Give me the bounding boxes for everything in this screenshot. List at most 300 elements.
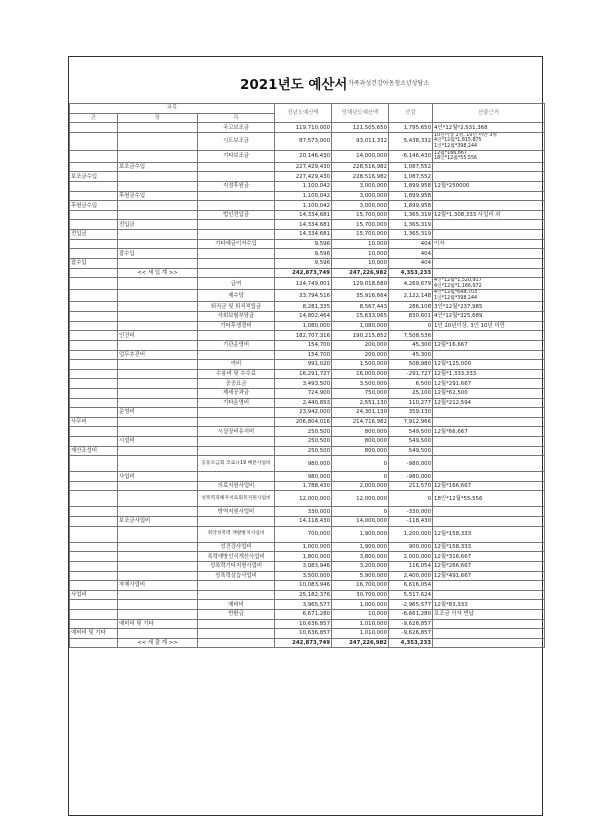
budget-table bbox=[69, 103, 545, 648]
row-curr-budget: 93,011,332 bbox=[332, 132, 389, 150]
table-row bbox=[70, 619, 545, 629]
row-curr-budget: 3,000,000 bbox=[332, 201, 389, 211]
row-basis bbox=[433, 162, 545, 172]
table-row bbox=[70, 162, 545, 172]
row-basis bbox=[433, 437, 545, 447]
row-gwan bbox=[70, 302, 118, 312]
row-curr-budget: 15,700,000 bbox=[332, 230, 389, 240]
row-gwan bbox=[70, 552, 118, 562]
row-gwan bbox=[70, 239, 118, 249]
row-basis: 12월*212,594 bbox=[433, 398, 545, 408]
row-mok: 제세공과금 bbox=[198, 388, 275, 398]
row-curr-budget: 228,516,982 bbox=[332, 162, 389, 172]
row-curr-budget: 24,301,130 bbox=[332, 408, 389, 418]
row-difference: 7,508,536 bbox=[389, 331, 433, 341]
row-hang: 운영비 bbox=[118, 408, 198, 418]
row-gwan bbox=[70, 609, 118, 619]
row-gwan bbox=[70, 249, 118, 259]
row-mok bbox=[198, 230, 275, 240]
row-hang bbox=[118, 571, 198, 581]
row-prev-budget: 330,000 bbox=[275, 507, 332, 517]
row-basis: 12월*158,333 bbox=[433, 542, 545, 552]
row-hang bbox=[118, 379, 198, 389]
row-hang: 잡수입 bbox=[118, 249, 198, 259]
row-basis bbox=[433, 230, 545, 240]
row-gwan bbox=[70, 350, 118, 360]
table-row bbox=[70, 249, 545, 259]
header-subject: 과목 bbox=[70, 104, 275, 114]
row-prev-budget: 980,000 bbox=[275, 472, 332, 482]
row-hang bbox=[118, 150, 198, 162]
table-row bbox=[70, 507, 545, 517]
row-prev-budget: 724,900 bbox=[275, 388, 332, 398]
row-difference: 116,054 bbox=[389, 561, 433, 571]
row-mok: 사회보험부담금 bbox=[198, 312, 275, 322]
row-prev-budget: 1,788,430 bbox=[275, 481, 332, 491]
row-basis: 18인*12월*55,556 bbox=[433, 491, 545, 507]
row-hang bbox=[118, 590, 198, 600]
row-mok bbox=[198, 258, 275, 268]
row-mok: 제수당 bbox=[198, 290, 275, 302]
row-difference: 549,500 bbox=[389, 446, 433, 456]
row-prev-budget: 250,500 bbox=[275, 446, 332, 456]
row-difference: 900,000 bbox=[389, 542, 433, 552]
row-hang bbox=[118, 340, 198, 350]
table-row bbox=[70, 446, 545, 456]
row-curr-budget: 1,900,000 bbox=[332, 542, 389, 552]
row-mok: 방역지원사업비 bbox=[198, 507, 275, 517]
row-gwan bbox=[70, 369, 118, 379]
row-prev-budget: 25,182,376 bbox=[275, 590, 332, 600]
table-row bbox=[70, 379, 545, 389]
row-basis bbox=[433, 638, 545, 648]
table-row bbox=[70, 388, 545, 398]
row-difference: 404 bbox=[389, 258, 433, 268]
table-row bbox=[70, 321, 545, 331]
row-prev-budget: 16,291,727 bbox=[275, 369, 332, 379]
row-mok bbox=[198, 172, 275, 182]
row-mok: 폭력예방인식개선사업비 bbox=[198, 552, 275, 562]
title-row bbox=[69, 57, 542, 104]
row-difference: -118,430 bbox=[389, 517, 433, 527]
row-basis bbox=[433, 172, 545, 182]
row-mok: 법인전입금 bbox=[198, 210, 275, 220]
row-mok bbox=[198, 437, 275, 447]
row-curr-budget: 1,080,000 bbox=[332, 321, 389, 331]
row-basis: 12월*1,308,333 사업비 외 bbox=[433, 210, 545, 220]
row-basis: 12월*83,333 bbox=[433, 600, 545, 610]
row-hang bbox=[118, 491, 198, 507]
row-prev-budget: 250,500 bbox=[275, 437, 332, 447]
row-basis bbox=[433, 472, 545, 482]
header-prev-budget: 전년도예산액 bbox=[275, 104, 332, 123]
row-mok bbox=[198, 350, 275, 360]
row-mok: 퇴직금 및 퇴직적립금 bbox=[198, 302, 275, 312]
row-basis: 12월*166,667 18인*12월*55,556 bbox=[433, 150, 545, 162]
row-hang bbox=[118, 258, 198, 268]
row-hang bbox=[118, 302, 198, 312]
row-mok: 공공요금 bbox=[198, 379, 275, 389]
row-mok: 성건강사업비 bbox=[198, 542, 275, 552]
row-mok: 반환금 bbox=[198, 609, 275, 619]
row-prev-budget: 154,700 bbox=[275, 340, 332, 350]
row-mok: 수용비 및 수수료 bbox=[198, 369, 275, 379]
row-difference: 1,899,958 bbox=[389, 182, 433, 192]
row-basis bbox=[433, 581, 545, 591]
row-curr-budget: 2,000,000 bbox=[332, 481, 389, 491]
header-row-group bbox=[70, 104, 545, 114]
row-difference: 1,899,958 bbox=[389, 201, 433, 211]
row-prev-budget: 9,596 bbox=[275, 239, 332, 249]
row-gwan bbox=[70, 132, 118, 150]
row-basis: 4인*12월*325,689 bbox=[433, 312, 545, 322]
row-prev-budget: 242,873,749 bbox=[275, 268, 332, 278]
row-gwan bbox=[70, 210, 118, 220]
row-basis: 12월*158,333 bbox=[433, 526, 545, 542]
row-gwan bbox=[70, 427, 118, 437]
row-curr-budget: 12,000,000 bbox=[332, 491, 389, 507]
row-hang bbox=[118, 360, 198, 370]
row-curr-budget: 16,000,000 bbox=[332, 369, 389, 379]
row-prev-budget: 12,000,000 bbox=[275, 491, 332, 507]
row-difference: 1,087,552 bbox=[389, 162, 433, 172]
row-difference: -291,727 bbox=[389, 369, 433, 379]
row-curr-budget: 35,916,664 bbox=[332, 290, 389, 302]
row-gwan bbox=[70, 491, 118, 507]
row-difference: 549,500 bbox=[389, 427, 433, 437]
row-basis: 10년이상 1명, 10년 미만 3명 4인*12월*1,815,875 1인*12월*398,244 bbox=[433, 132, 545, 150]
row-hang bbox=[118, 561, 198, 571]
table-row bbox=[70, 258, 545, 268]
row-hang bbox=[118, 481, 198, 491]
row-curr-budget: 3,200,000 bbox=[332, 561, 389, 571]
table-row bbox=[70, 571, 545, 581]
row-difference: 2,000,000 bbox=[389, 552, 433, 562]
row-curr-budget: 200,000 bbox=[332, 350, 389, 360]
row-prev-budget: 14,334,681 bbox=[275, 230, 332, 240]
row-difference: 211,570 bbox=[389, 481, 433, 491]
row-curr-budget: 14,000,000 bbox=[332, 517, 389, 527]
row-difference: 404 bbox=[389, 249, 433, 259]
row-prev-budget: 980,000 bbox=[275, 456, 332, 472]
row-mok bbox=[198, 472, 275, 482]
row-prev-budget: 154,700 bbox=[275, 350, 332, 360]
row-curr-budget: 2,551,130 bbox=[332, 398, 389, 408]
row-mok: 급여 bbox=[198, 278, 275, 290]
row-curr-budget: 10,000 bbox=[332, 239, 389, 249]
row-gwan bbox=[70, 437, 118, 447]
row-difference: 1,087,552 bbox=[389, 172, 433, 182]
row-hang bbox=[118, 369, 198, 379]
table-row bbox=[70, 427, 545, 437]
row-basis bbox=[433, 629, 545, 639]
row-curr-budget: 30,700,000 bbox=[332, 590, 389, 600]
row-basis: 12월*1,333,333 bbox=[433, 369, 545, 379]
row-mok bbox=[198, 201, 275, 211]
row-basis bbox=[433, 268, 545, 278]
row-curr-budget: 247,226,982 bbox=[332, 268, 389, 278]
row-basis: 12월*62,500 bbox=[433, 388, 545, 398]
row-difference: 0 bbox=[389, 491, 433, 507]
row-difference: -9,626,857 bbox=[389, 629, 433, 639]
row-gwan bbox=[70, 638, 118, 648]
row-curr-budget: 190,215,852 bbox=[332, 331, 389, 341]
row-gwan bbox=[70, 571, 118, 581]
row-curr-budget: 1,010,000 bbox=[332, 629, 389, 639]
row-mok: 성폭력기타지원사업비 bbox=[198, 561, 275, 571]
table-row bbox=[70, 398, 545, 408]
row-mok bbox=[198, 220, 275, 230]
row-curr-budget: 800,000 bbox=[332, 437, 389, 447]
row-prev-budget: 182,707,316 bbox=[275, 331, 332, 341]
table-row bbox=[70, 268, 545, 278]
row-mok bbox=[198, 590, 275, 600]
row-mok: 기타보조금 bbox=[198, 150, 275, 162]
row-gwan bbox=[70, 162, 118, 172]
row-curr-budget: 1,000,000 bbox=[332, 600, 389, 610]
row-mok bbox=[198, 268, 275, 278]
row-difference: 1,200,000 bbox=[389, 526, 433, 542]
header-difference: 증감 bbox=[389, 104, 433, 123]
row-basis: 이자 bbox=[433, 239, 545, 249]
row-prev-budget: 20,146,430 bbox=[275, 150, 332, 162]
row-prev-budget: 8,281,335 bbox=[275, 302, 332, 312]
table-row bbox=[70, 590, 545, 600]
row-gwan bbox=[70, 388, 118, 398]
header-mok: 목 bbox=[198, 113, 275, 123]
row-mok bbox=[198, 638, 275, 648]
row-difference: 4,269,679 bbox=[389, 278, 433, 290]
row-hang bbox=[118, 507, 198, 517]
row-curr-budget: 15,633,065 bbox=[332, 312, 389, 322]
row-prev-budget: 1,100,042 bbox=[275, 191, 332, 201]
row-mok: 기타후생경비 bbox=[198, 321, 275, 331]
row-gwan bbox=[70, 542, 118, 552]
row-gwan bbox=[70, 398, 118, 408]
row-basis bbox=[433, 408, 545, 418]
row-difference: 359,130 bbox=[389, 408, 433, 418]
row-difference: -6,661,280 bbox=[389, 609, 433, 619]
row-difference: 6,500 bbox=[389, 379, 433, 389]
row-gwan bbox=[70, 278, 118, 290]
row-basis bbox=[433, 417, 545, 427]
row-gwan bbox=[70, 472, 118, 482]
row-basis: 4인*12월*1,520,917 4인*12월*1,166,972 bbox=[433, 278, 545, 290]
row-hang bbox=[118, 312, 198, 322]
row-prev-budget: 3,083,946 bbox=[275, 561, 332, 571]
row-difference: -980,000 bbox=[389, 456, 433, 472]
table-row bbox=[70, 290, 545, 302]
row-prev-budget: 119,710,000 bbox=[275, 123, 332, 133]
row-curr-budget: 10,000 bbox=[332, 258, 389, 268]
row-prev-budget: 1,800,000 bbox=[275, 552, 332, 562]
row-basis bbox=[433, 258, 545, 268]
row-curr-budget: 15,700,000 bbox=[332, 220, 389, 230]
table-row bbox=[70, 638, 545, 648]
row-basis: 3인*12월*237,985 bbox=[433, 302, 545, 312]
row-mok bbox=[198, 331, 275, 341]
row-basis: 1인 10년이상, 3인 10년 미만 bbox=[433, 321, 545, 331]
row-difference: 1,365,319 bbox=[389, 220, 433, 230]
row-hang bbox=[118, 278, 198, 290]
row-hang bbox=[118, 290, 198, 302]
row-gwan bbox=[70, 360, 118, 370]
row-prev-budget: 9,596 bbox=[275, 249, 332, 259]
table-row bbox=[70, 350, 545, 360]
row-difference: 830,601 bbox=[389, 312, 433, 322]
table-row bbox=[70, 182, 545, 192]
row-basis bbox=[433, 507, 545, 517]
row-gwan bbox=[70, 507, 118, 517]
table-row bbox=[70, 629, 545, 639]
row-hang bbox=[118, 427, 198, 437]
row-basis bbox=[433, 517, 545, 527]
row-difference: 0 bbox=[389, 321, 433, 331]
table-row bbox=[70, 542, 545, 552]
row-prev-budget: 1,000,000 bbox=[275, 542, 332, 552]
row-curr-budget: 10,000 bbox=[332, 249, 389, 259]
row-hang: << 세 입 계 >> bbox=[118, 268, 198, 278]
row-curr-budget: 1,010,000 bbox=[332, 619, 389, 629]
table-row bbox=[70, 278, 545, 290]
row-hang: 업무추진비 bbox=[118, 350, 198, 360]
table-row bbox=[70, 417, 545, 427]
row-hang: << 세 출 계 >> bbox=[118, 638, 198, 648]
row-difference: 5,438,332 bbox=[389, 132, 433, 150]
row-basis: 4인*12월*2,531,368 bbox=[433, 123, 545, 133]
row-gwan: 사무비 bbox=[70, 417, 118, 427]
row-mok bbox=[198, 446, 275, 456]
row-gwan bbox=[70, 481, 118, 491]
row-hang: 보조금사업비 bbox=[118, 517, 198, 527]
row-difference: 2,400,000 bbox=[389, 571, 433, 581]
row-curr-budget: 214,716,982 bbox=[332, 417, 389, 427]
row-mok: 기관운영비 bbox=[198, 340, 275, 350]
row-difference: 286,108 bbox=[389, 302, 433, 312]
row-difference: 6,616,054 bbox=[389, 581, 433, 591]
row-hang bbox=[118, 542, 198, 552]
row-difference: 45,300 bbox=[389, 340, 433, 350]
table-row bbox=[70, 331, 545, 341]
row-curr-budget: 200,000 bbox=[332, 340, 389, 350]
row-curr-budget: 0 bbox=[332, 456, 389, 472]
budget-document bbox=[68, 56, 543, 816]
row-prev-budget: 33,794,516 bbox=[275, 290, 332, 302]
row-curr-budget: 1,900,000 bbox=[332, 526, 389, 542]
row-gwan bbox=[70, 561, 118, 571]
row-hang: 전입금 bbox=[118, 220, 198, 230]
row-prev-budget: 23,942,000 bbox=[275, 408, 332, 418]
row-hang bbox=[118, 210, 198, 220]
row-basis bbox=[433, 456, 545, 472]
row-prev-budget: 10,636,857 bbox=[275, 629, 332, 639]
row-gwan bbox=[70, 600, 118, 610]
row-basis: 12월*125,000 bbox=[433, 360, 545, 370]
row-prev-budget: 250,500 bbox=[275, 427, 332, 437]
document-title: 2021년도 예산서 bbox=[240, 77, 348, 93]
row-gwan bbox=[70, 191, 118, 201]
row-prev-budget: 87,573,000 bbox=[275, 132, 332, 150]
table-row bbox=[70, 340, 545, 350]
row-hang: 사업비 bbox=[118, 472, 198, 482]
row-prev-budget: 1,100,042 bbox=[275, 201, 332, 211]
row-curr-budget: 129,018,680 bbox=[332, 278, 389, 290]
row-prev-budget: 9,596 bbox=[275, 258, 332, 268]
table-row bbox=[70, 191, 545, 201]
row-prev-budget: 227,429,430 bbox=[275, 162, 332, 172]
row-mok bbox=[198, 249, 275, 259]
row-curr-budget: 14,000,000 bbox=[332, 150, 389, 162]
row-mok: 의료지원사업비 bbox=[198, 481, 275, 491]
row-prev-budget: 6,671,280 bbox=[275, 609, 332, 619]
row-prev-budget: 1,100,042 bbox=[275, 182, 332, 192]
row-mok bbox=[198, 408, 275, 418]
row-basis bbox=[433, 446, 545, 456]
row-gwan bbox=[70, 123, 118, 133]
row-curr-budget: 1,500,000 bbox=[332, 360, 389, 370]
row-basis bbox=[433, 201, 545, 211]
row-curr-budget: 800,000 bbox=[332, 446, 389, 456]
row-hang: 후원금수입 bbox=[118, 191, 198, 201]
row-gwan bbox=[70, 340, 118, 350]
row-curr-budget: 5,900,000 bbox=[332, 571, 389, 581]
row-basis: 12월*16,667 bbox=[433, 340, 545, 350]
row-basis: 4인*12월*648,703 1인*12월*398,244 bbox=[433, 290, 545, 302]
row-prev-budget: 3,500,000 bbox=[275, 571, 332, 581]
row-gwan bbox=[70, 220, 118, 230]
table-row bbox=[70, 437, 545, 447]
row-gwan bbox=[70, 517, 118, 527]
row-prev-budget: 991,020 bbox=[275, 360, 332, 370]
table-row bbox=[70, 552, 545, 562]
row-mok: 성폭력실습사업비 bbox=[198, 571, 275, 581]
row-basis bbox=[433, 590, 545, 600]
row-gwan bbox=[70, 268, 118, 278]
row-curr-budget: 247,226,982 bbox=[332, 638, 389, 648]
row-curr-budget: 3,800,000 bbox=[332, 552, 389, 562]
row-difference: 5,517,624 bbox=[389, 590, 433, 600]
row-hang bbox=[118, 600, 198, 610]
table-row bbox=[70, 581, 545, 591]
row-curr-budget: 750,000 bbox=[332, 388, 389, 398]
table-row bbox=[70, 239, 545, 249]
row-mok: 국고보조금 bbox=[198, 123, 275, 133]
table-row bbox=[70, 210, 545, 220]
row-basis bbox=[433, 350, 545, 360]
row-curr-budget: 121,505,650 bbox=[332, 123, 389, 133]
row-mok bbox=[198, 162, 275, 172]
row-hang bbox=[118, 609, 198, 619]
row-basis bbox=[433, 331, 545, 341]
row-basis: 12월*316,667 bbox=[433, 552, 545, 562]
row-curr-budget: 16,700,000 bbox=[332, 581, 389, 591]
table-row bbox=[70, 132, 545, 150]
row-difference: -9,626,857 bbox=[389, 619, 433, 629]
row-basis bbox=[433, 249, 545, 259]
row-gwan bbox=[70, 182, 118, 192]
row-hang bbox=[118, 446, 198, 456]
row-mok: 성폭력피해자치료회복지원사업비 bbox=[198, 491, 275, 507]
row-hang bbox=[118, 526, 198, 542]
row-mok bbox=[198, 581, 275, 591]
row-mok: 취약성폭력 재발방지사업비 bbox=[198, 526, 275, 542]
row-gwan: 전입금 bbox=[70, 230, 118, 240]
row-gwan bbox=[70, 408, 118, 418]
row-hang: 보조금수입 bbox=[118, 162, 198, 172]
row-prev-budget: 242,873,749 bbox=[275, 638, 332, 648]
row-gwan bbox=[70, 456, 118, 472]
row-hang bbox=[118, 398, 198, 408]
